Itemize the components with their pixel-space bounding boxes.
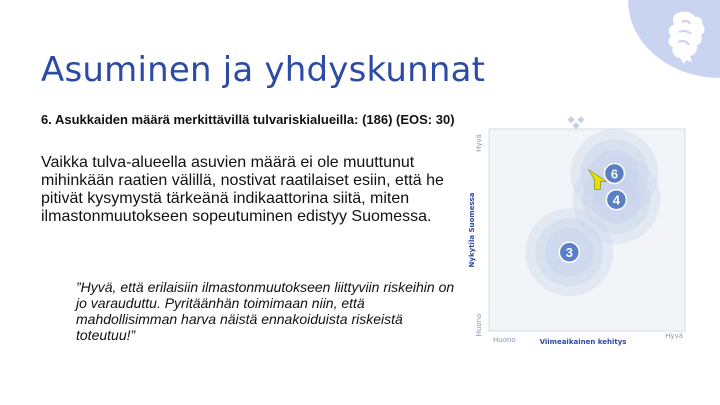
point-label-3: 3 bbox=[565, 245, 573, 261]
y-axis-label: Nykytila Suomessa bbox=[468, 192, 476, 268]
x-axis-label: Viimeaikainen kehitys bbox=[539, 338, 627, 346]
y-low-label: Huono bbox=[475, 313, 483, 337]
indicator-subtitle: 6. Asukkaiden määrä merkittävillä tulvariskialueilla: (186) (EOS: 30) bbox=[41, 112, 455, 127]
indicator-chart bbox=[465, 113, 695, 351]
participant-quote: ”Hyvä, että erilaisiin ilmastonmuutokseen liittyviin riskeihin on jo varauduttu. Pyritäänhän toimimaan niin, että mahdollisimman harva näistä ennakoiduista riskeistä toteutuu!” bbox=[76, 279, 455, 343]
point-label-6: 6 bbox=[610, 166, 619, 182]
chart-svg bbox=[465, 113, 695, 351]
point-label-4: 4 bbox=[612, 192, 621, 208]
finnish-lion-icon bbox=[662, 8, 710, 66]
body-paragraph: Vaikka tulva-alueella asuvien määrä ei ole muuttunut mihinkään raatien välillä, nostivat raatilaiset esiin, että he pitivät kysymystä tärkeänä indikaattorina siitä, miten ilmastonmuutokseen sopeutuminen edistyy Suomessa. bbox=[41, 154, 444, 225]
y-high-label: Hyvä bbox=[475, 134, 483, 152]
top-marker-icon bbox=[567, 116, 584, 129]
page-title: Asuminen ja yhdyskunnat bbox=[41, 50, 486, 90]
x-low-label: Huono bbox=[493, 336, 516, 344]
x-high-label: Hyvä bbox=[665, 332, 683, 340]
